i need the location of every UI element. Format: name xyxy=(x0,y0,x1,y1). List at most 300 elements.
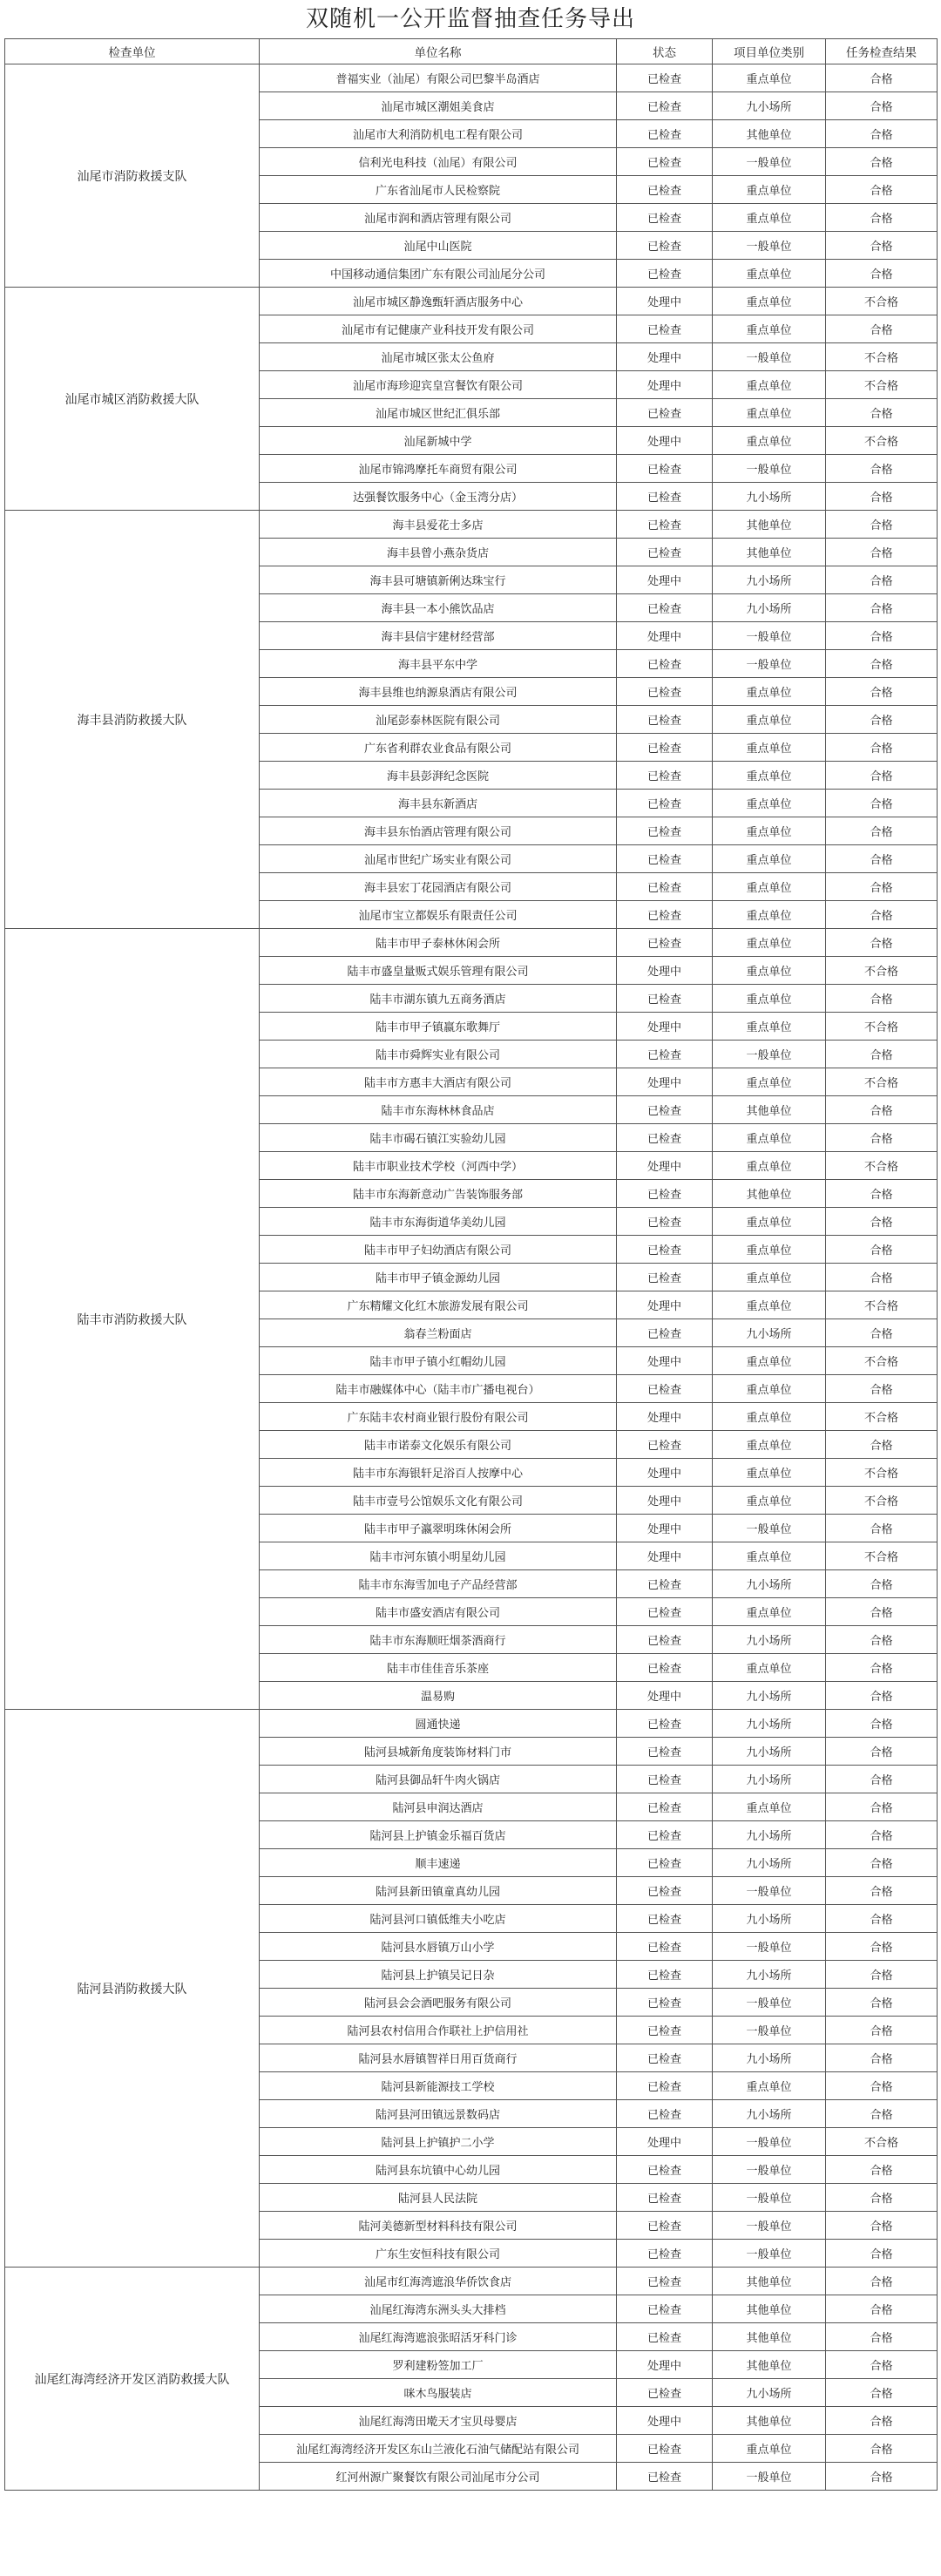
unit-name-cell: 陆河县农村信用合作联社上护信用社 xyxy=(260,2017,617,2044)
status-cell: 已检查 xyxy=(617,92,713,120)
status-cell: 处理中 xyxy=(617,2128,713,2156)
unit-category-cell: 九小场所 xyxy=(713,1821,826,1849)
status-cell: 处理中 xyxy=(617,566,713,594)
status-cell: 已检查 xyxy=(617,2044,713,2072)
status-cell: 处理中 xyxy=(617,343,713,371)
result-cell: 合格 xyxy=(826,985,938,1013)
unit-name-cell: 汕尾红海湾经济开发区东山兰液化石油气储配站有限公司 xyxy=(260,2435,617,2463)
status-cell: 已检查 xyxy=(617,845,713,873)
unit-name-cell: 陆河县新能源技工学校 xyxy=(260,2072,617,2100)
status-cell: 处理中 xyxy=(617,1542,713,1570)
unit-name-cell: 广东生安恒科技有限公司 xyxy=(260,2240,617,2268)
status-cell: 已检查 xyxy=(617,1124,713,1152)
unit-name-cell: 陆河县河口镇低维夫小吃店 xyxy=(260,1905,617,1933)
unit-name-cell: 陆河县人民法院 xyxy=(260,2184,617,2212)
result-cell: 合格 xyxy=(826,1515,938,1542)
unit-category-cell: 重点单位 xyxy=(713,399,826,427)
unit-name-cell: 海丰县一本小熊饮品店 xyxy=(260,594,617,622)
unit-name-cell: 咪木鸟服装店 xyxy=(260,2379,617,2407)
status-cell: 处理中 xyxy=(617,1347,713,1375)
result-cell: 合格 xyxy=(826,2212,938,2240)
status-cell: 已检查 xyxy=(617,260,713,288)
status-cell: 处理中 xyxy=(617,2407,713,2435)
unit-category-cell: 九小场所 xyxy=(713,1319,826,1347)
unit-name-cell: 陆河县水唇镇万山小学 xyxy=(260,1933,617,1961)
unit-category-cell: 九小场所 xyxy=(713,1905,826,1933)
status-cell: 已检查 xyxy=(617,2212,713,2240)
status-cell: 处理中 xyxy=(617,622,713,650)
status-cell: 已检查 xyxy=(617,594,713,622)
unit-category-cell: 重点单位 xyxy=(713,957,826,985)
unit-name-cell: 陆丰市壹号公馆娱乐文化有限公司 xyxy=(260,1487,617,1515)
status-cell: 已检查 xyxy=(617,1375,713,1403)
unit-category-cell: 重点单位 xyxy=(713,1291,826,1319)
unit-category-cell: 九小场所 xyxy=(713,92,826,120)
unit-category-cell: 重点单位 xyxy=(713,845,826,873)
result-cell: 合格 xyxy=(826,2295,938,2323)
unit-name-cell: 陆丰市甲子泰林休闲会所 xyxy=(260,929,617,957)
result-cell: 合格 xyxy=(826,1905,938,1933)
unit-category-cell: 其他单位 xyxy=(713,120,826,148)
unit-category-cell: 重点单位 xyxy=(713,315,826,343)
status-cell: 已检查 xyxy=(617,2379,713,2407)
status-cell: 已检查 xyxy=(617,762,713,790)
unit-category-cell: 重点单位 xyxy=(713,2435,826,2463)
result-cell: 合格 xyxy=(826,622,938,650)
unit-name-cell: 汕尾市海珍迎宾皇宫餐饮有限公司 xyxy=(260,371,617,399)
status-cell: 已检查 xyxy=(617,2240,713,2268)
header-result: 任务检查结果 xyxy=(826,39,938,64)
result-cell: 合格 xyxy=(826,873,938,901)
unit-category-cell: 九小场所 xyxy=(713,2379,826,2407)
result-cell: 不合格 xyxy=(826,2128,938,2156)
unit-name-cell: 陆河县上护镇护二小学 xyxy=(260,2128,617,2156)
status-cell: 处理中 xyxy=(617,2351,713,2379)
result-cell: 合格 xyxy=(826,176,938,204)
unit-category-cell: 重点单位 xyxy=(713,176,826,204)
result-cell: 合格 xyxy=(826,1375,938,1403)
unit-category-cell: 其他单位 xyxy=(713,2351,826,2379)
status-cell: 已检查 xyxy=(617,455,713,483)
unit-category-cell: 重点单位 xyxy=(713,1375,826,1403)
unit-name-cell: 汕尾红海湾田墘天才宝贝母婴店 xyxy=(260,2407,617,2435)
unit-name-cell: 陆河美德新型材料科技有限公司 xyxy=(260,2212,617,2240)
status-cell: 已检查 xyxy=(617,901,713,929)
status-cell: 已检查 xyxy=(617,232,713,260)
unit-category-cell: 九小场所 xyxy=(713,1626,826,1654)
result-cell: 合格 xyxy=(826,120,938,148)
result-cell: 合格 xyxy=(826,1766,938,1793)
table-row xyxy=(5,64,938,92)
unit-category-cell: 重点单位 xyxy=(713,204,826,232)
unit-category-cell: 一般单位 xyxy=(713,2184,826,2212)
unit-name-cell: 陆河县御品轩牛肉火锅店 xyxy=(260,1766,617,1793)
unit-name-cell: 海丰县东怡酒店管理有限公司 xyxy=(260,817,617,845)
status-cell: 已检查 xyxy=(617,2184,713,2212)
unit-name-cell: 陆丰市方惠丰大酒店有限公司 xyxy=(260,1068,617,1096)
result-cell: 合格 xyxy=(826,1654,938,1682)
unit-category-cell: 一般单位 xyxy=(713,650,826,678)
status-cell: 已检查 xyxy=(617,120,713,148)
status-cell: 已检查 xyxy=(617,315,713,343)
unit-category-cell: 一般单位 xyxy=(713,1877,826,1905)
status-cell: 已检查 xyxy=(617,873,713,901)
status-cell: 已检查 xyxy=(617,176,713,204)
status-cell: 已检查 xyxy=(617,790,713,817)
result-cell: 合格 xyxy=(826,1096,938,1124)
unit-category-cell: 重点单位 xyxy=(713,929,826,957)
unit-category-cell: 一般单位 xyxy=(713,455,826,483)
status-cell: 已检查 xyxy=(617,1877,713,1905)
unit-name-cell: 汕尾新城中学 xyxy=(260,427,617,455)
result-cell: 合格 xyxy=(826,2072,938,2100)
result-cell: 合格 xyxy=(826,2351,938,2379)
unit-name-cell: 海丰县宏丁花园酒店有限公司 xyxy=(260,873,617,901)
unit-name-cell: 陆丰市舜辉实业有限公司 xyxy=(260,1041,617,1068)
unit-category-cell: 九小场所 xyxy=(713,594,826,622)
result-cell: 合格 xyxy=(826,539,938,566)
status-cell: 已检查 xyxy=(617,2268,713,2295)
status-cell: 处理中 xyxy=(617,1682,713,1710)
unit-name-cell: 陆丰市职业技术学校（河西中学） xyxy=(260,1152,617,1180)
unit-category-cell: 一般单位 xyxy=(713,1041,826,1068)
unit-name-cell: 汕尾市城区张太公鱼府 xyxy=(260,343,617,371)
result-cell: 合格 xyxy=(826,734,938,762)
status-cell: 已检查 xyxy=(617,1208,713,1236)
page-title: 双随机一公开监督抽查任务导出 xyxy=(305,6,635,32)
unit-category-cell: 九小场所 xyxy=(713,1682,826,1710)
unit-category-cell: 重点单位 xyxy=(713,1793,826,1821)
unit-category-cell: 重点单位 xyxy=(713,1431,826,1459)
status-cell: 已检查 xyxy=(617,929,713,957)
unit-category-cell: 九小场所 xyxy=(713,483,826,511)
unit-name-cell: 普福实业（汕尾）有限公司巴黎半岛酒店 xyxy=(260,64,617,92)
result-cell: 合格 xyxy=(826,1710,938,1738)
unit-name-cell: 陆丰市甲子妇幼酒店有限公司 xyxy=(260,1236,617,1264)
unit-category-cell: 九小场所 xyxy=(713,566,826,594)
unit-category-cell: 一般单位 xyxy=(713,2128,826,2156)
table-row xyxy=(5,288,938,315)
unit-category-cell: 九小场所 xyxy=(713,1738,826,1766)
result-cell: 合格 xyxy=(826,706,938,734)
result-cell: 合格 xyxy=(826,817,938,845)
inspection-unit-cell: 海丰县消防救援大队 xyxy=(5,511,260,929)
unit-name-cell: 广东陆丰农村商业银行股份有限公司 xyxy=(260,1403,617,1431)
result-cell: 合格 xyxy=(826,511,938,539)
status-cell: 已检查 xyxy=(617,1821,713,1849)
unit-category-cell: 重点单位 xyxy=(713,260,826,288)
status-cell: 已检查 xyxy=(617,1793,713,1821)
table-body xyxy=(5,64,938,2491)
unit-name-cell: 陆丰市佳佳音乐茶座 xyxy=(260,1654,617,1682)
result-cell: 合格 xyxy=(826,1319,938,1347)
result-cell: 合格 xyxy=(826,2100,938,2128)
status-cell: 处理中 xyxy=(617,1403,713,1431)
result-cell: 合格 xyxy=(826,455,938,483)
result-cell: 不合格 xyxy=(826,1459,938,1487)
status-cell: 处理中 xyxy=(617,957,713,985)
unit-name-cell: 汕尾市宝立都娱乐有限责任公司 xyxy=(260,901,617,929)
status-cell: 已检查 xyxy=(617,204,713,232)
unit-category-cell: 重点单位 xyxy=(713,1124,826,1152)
unit-name-cell: 广东省利群农业食品有限公司 xyxy=(260,734,617,762)
result-cell: 不合格 xyxy=(826,1291,938,1319)
status-cell: 已检查 xyxy=(617,1905,713,1933)
unit-name-cell: 陆丰市东海林林食品店 xyxy=(260,1096,617,1124)
unit-category-cell: 重点单位 xyxy=(713,371,826,399)
result-cell: 合格 xyxy=(826,92,938,120)
unit-name-cell: 陆丰市盛安酒店有限公司 xyxy=(260,1598,617,1626)
unit-name-cell: 陆河县水唇镇智祥日用百货商行 xyxy=(260,2044,617,2072)
result-cell: 不合格 xyxy=(826,1152,938,1180)
result-cell: 合格 xyxy=(826,2463,938,2491)
result-cell: 合格 xyxy=(826,1124,938,1152)
status-cell: 处理中 xyxy=(617,1515,713,1542)
unit-name-cell: 陆丰市甲子镇嬴东歌舞厅 xyxy=(260,1013,617,1041)
result-cell: 不合格 xyxy=(826,288,938,315)
result-cell: 合格 xyxy=(826,1821,938,1849)
status-cell: 已检查 xyxy=(617,1849,713,1877)
unit-category-cell: 重点单位 xyxy=(713,1654,826,1682)
result-cell: 合格 xyxy=(826,260,938,288)
result-cell: 合格 xyxy=(826,762,938,790)
unit-category-cell: 一般单位 xyxy=(713,1989,826,2017)
unit-name-cell: 陆河县申润达酒店 xyxy=(260,1793,617,1821)
unit-category-cell: 一般单位 xyxy=(713,2156,826,2184)
result-cell: 合格 xyxy=(826,315,938,343)
unit-name-cell: 海丰县维也纳源泉酒店有限公司 xyxy=(260,678,617,706)
unit-category-cell: 重点单位 xyxy=(713,734,826,762)
task-table xyxy=(4,38,938,2491)
unit-category-cell: 重点单位 xyxy=(713,288,826,315)
result-cell: 合格 xyxy=(826,1236,938,1264)
unit-name-cell: 汕尾市城区世纪汇俱乐部 xyxy=(260,399,617,427)
unit-name-cell: 海丰县可塘镇新俐达珠宝行 xyxy=(260,566,617,594)
unit-category-cell: 重点单位 xyxy=(713,427,826,455)
unit-name-cell: 圆通快递 xyxy=(260,1710,617,1738)
unit-category-cell: 九小场所 xyxy=(713,1710,826,1738)
unit-category-cell: 一般单位 xyxy=(713,2240,826,2268)
header-unit-category: 项目单位类别 xyxy=(713,39,826,64)
unit-category-cell: 重点单位 xyxy=(713,1598,826,1626)
result-cell: 合格 xyxy=(826,1598,938,1626)
status-cell: 已检查 xyxy=(617,1626,713,1654)
unit-name-cell: 汕尾市锦鸿摩托车商贸有限公司 xyxy=(260,455,617,483)
status-cell: 已检查 xyxy=(617,148,713,176)
inspection-unit-cell: 汕尾红海湾经济开发区消防救援大队 xyxy=(5,2268,260,2491)
unit-name-cell: 汕尾市有记健康产业科技开发有限公司 xyxy=(260,315,617,343)
status-cell: 已检查 xyxy=(617,399,713,427)
unit-category-cell: 重点单位 xyxy=(713,790,826,817)
unit-name-cell: 汕尾市世纪广场实业有限公司 xyxy=(260,845,617,873)
unit-category-cell: 一般单位 xyxy=(713,232,826,260)
inspection-unit-cell: 陆河县消防救援大队 xyxy=(5,1710,260,2268)
result-cell: 合格 xyxy=(826,483,938,511)
unit-name-cell: 陆河县新田镇童真幼儿园 xyxy=(260,1877,617,1905)
unit-category-cell: 其他单位 xyxy=(713,539,826,566)
unit-name-cell: 汕尾市红海湾遮浪华侨饮食店 xyxy=(260,2268,617,2295)
status-cell: 已检查 xyxy=(617,511,713,539)
unit-name-cell: 翁春兰粉面店 xyxy=(260,1319,617,1347)
status-cell: 已检查 xyxy=(617,2072,713,2100)
unit-category-cell: 九小场所 xyxy=(713,1961,826,1989)
status-cell: 已检查 xyxy=(617,2435,713,2463)
status-cell: 处理中 xyxy=(617,371,713,399)
unit-name-cell: 陆丰市河东镇小明星幼儿园 xyxy=(260,1542,617,1570)
status-cell: 已检查 xyxy=(617,64,713,92)
unit-name-cell: 陆河县东坑镇中心幼儿园 xyxy=(260,2156,617,2184)
unit-name-cell: 海丰县平东中学 xyxy=(260,650,617,678)
unit-name-cell: 广东省汕尾市人民检察院 xyxy=(260,176,617,204)
unit-category-cell: 一般单位 xyxy=(713,622,826,650)
unit-category-cell: 其他单位 xyxy=(713,2323,826,2351)
unit-category-cell: 其他单位 xyxy=(713,2295,826,2323)
result-cell: 合格 xyxy=(826,148,938,176)
result-cell: 合格 xyxy=(826,2268,938,2295)
result-cell: 合格 xyxy=(826,566,938,594)
status-cell: 已检查 xyxy=(617,1264,713,1291)
unit-category-cell: 其他单位 xyxy=(713,1096,826,1124)
status-cell: 已检查 xyxy=(617,1319,713,1347)
status-cell: 处理中 xyxy=(617,1013,713,1041)
table-row xyxy=(5,1710,938,1738)
unit-name-cell: 陆丰市甲子瀛翠明珠休闲会所 xyxy=(260,1515,617,1542)
unit-category-cell: 九小场所 xyxy=(713,1570,826,1598)
unit-name-cell: 汕尾市大利消防机电工程有限公司 xyxy=(260,120,617,148)
unit-category-cell: 重点单位 xyxy=(713,64,826,92)
unit-name-cell: 陆丰市甲子镇金源幼儿园 xyxy=(260,1264,617,1291)
unit-category-cell: 一般单位 xyxy=(713,1933,826,1961)
status-cell: 处理中 xyxy=(617,1291,713,1319)
header-unit-name: 单位名称 xyxy=(260,39,617,64)
status-cell: 已检查 xyxy=(617,1961,713,1989)
unit-category-cell: 重点单位 xyxy=(713,1068,826,1096)
unit-category-cell: 重点单位 xyxy=(713,1403,826,1431)
result-cell: 合格 xyxy=(826,2435,938,2463)
unit-category-cell: 重点单位 xyxy=(713,1208,826,1236)
unit-name-cell: 陆丰市湖东镇九五商务酒店 xyxy=(260,985,617,1013)
unit-name-cell: 汕尾市城区静逸甄轩酒店服务中心 xyxy=(260,288,617,315)
unit-category-cell: 重点单位 xyxy=(713,1347,826,1375)
unit-name-cell: 陆河县上护镇金乐福百货店 xyxy=(260,1821,617,1849)
status-cell: 已检查 xyxy=(617,1431,713,1459)
status-cell: 已检查 xyxy=(617,2295,713,2323)
result-cell: 合格 xyxy=(826,399,938,427)
result-cell: 不合格 xyxy=(826,427,938,455)
status-cell: 已检查 xyxy=(617,706,713,734)
unit-category-cell: 重点单位 xyxy=(713,1152,826,1180)
status-cell: 已检查 xyxy=(617,1989,713,2017)
unit-category-cell: 一般单位 xyxy=(713,343,826,371)
unit-category-cell: 九小场所 xyxy=(713,2044,826,2072)
status-cell: 已检查 xyxy=(617,1654,713,1682)
unit-name-cell: 陆丰市东海顺旺烟茶酒商行 xyxy=(260,1626,617,1654)
result-cell: 合格 xyxy=(826,1877,938,1905)
status-cell: 已检查 xyxy=(617,1933,713,1961)
unit-name-cell: 陆河县会会酒吧服务有限公司 xyxy=(260,1989,617,2017)
unit-name-cell: 信利光电科技（汕尾）有限公司 xyxy=(260,148,617,176)
status-cell: 已检查 xyxy=(617,1710,713,1738)
result-cell: 合格 xyxy=(826,929,938,957)
unit-category-cell: 重点单位 xyxy=(713,873,826,901)
table-header-row xyxy=(5,39,938,64)
result-cell: 合格 xyxy=(826,1989,938,2017)
status-cell: 已检查 xyxy=(617,1096,713,1124)
unit-name-cell: 红河州源广聚餐饮有限公司汕尾市分公司 xyxy=(260,2463,617,2491)
status-cell: 已检查 xyxy=(617,734,713,762)
unit-name-cell: 陆丰市碣石镇江实验幼儿园 xyxy=(260,1124,617,1152)
header-status: 状态 xyxy=(617,39,713,64)
unit-category-cell: 重点单位 xyxy=(713,1264,826,1291)
unit-name-cell: 陆丰市盛皇量贩式娱乐管理有限公司 xyxy=(260,957,617,985)
result-cell: 合格 xyxy=(826,845,938,873)
status-cell: 处理中 xyxy=(617,1068,713,1096)
status-cell: 已检查 xyxy=(617,1041,713,1068)
status-cell: 已检查 xyxy=(617,483,713,511)
header-inspection-unit: 检查单位 xyxy=(5,39,260,64)
unit-category-cell: 一般单位 xyxy=(713,2463,826,2491)
status-cell: 已检查 xyxy=(617,1180,713,1208)
unit-name-cell: 陆河县上护镇吴记日杂 xyxy=(260,1961,617,1989)
unit-category-cell: 重点单位 xyxy=(713,706,826,734)
unit-name-cell: 海丰县曾小燕杂货店 xyxy=(260,539,617,566)
result-cell: 合格 xyxy=(826,2323,938,2351)
unit-name-cell: 陆丰市东海街道华美幼儿园 xyxy=(260,1208,617,1236)
unit-name-cell: 汕尾红海湾遮浪张昭活牙科门诊 xyxy=(260,2323,617,2351)
unit-category-cell: 重点单位 xyxy=(713,901,826,929)
result-cell: 不合格 xyxy=(826,1403,938,1431)
status-cell: 已检查 xyxy=(617,985,713,1013)
unit-name-cell: 达强餐饮服务中心（金玉湾分店） xyxy=(260,483,617,511)
unit-category-cell: 重点单位 xyxy=(713,1236,826,1264)
inspection-unit-cell: 汕尾市城区消防救援大队 xyxy=(5,288,260,511)
table-row xyxy=(5,2268,938,2295)
result-cell: 合格 xyxy=(826,901,938,929)
unit-name-cell: 陆丰市东海银轩足浴百人按摩中心 xyxy=(260,1459,617,1487)
unit-category-cell: 其他单位 xyxy=(713,2407,826,2435)
result-cell: 合格 xyxy=(826,204,938,232)
status-cell: 已检查 xyxy=(617,2017,713,2044)
status-cell: 处理中 xyxy=(617,427,713,455)
result-cell: 合格 xyxy=(826,1570,938,1598)
status-cell: 已检查 xyxy=(617,1598,713,1626)
inspection-unit-cell: 陆丰市消防救援大队 xyxy=(5,929,260,1710)
result-cell: 合格 xyxy=(826,2044,938,2072)
unit-category-cell: 一般单位 xyxy=(713,2212,826,2240)
result-cell: 合格 xyxy=(826,1682,938,1710)
unit-name-cell: 陆丰市东海雪加电子产品经营部 xyxy=(260,1570,617,1598)
unit-name-cell: 罗利建粉签加工厂 xyxy=(260,2351,617,2379)
result-cell: 不合格 xyxy=(826,1487,938,1515)
unit-category-cell: 一般单位 xyxy=(713,148,826,176)
status-cell: 已检查 xyxy=(617,1570,713,1598)
unit-category-cell: 九小场所 xyxy=(713,2100,826,2128)
result-cell: 合格 xyxy=(826,1793,938,1821)
unit-category-cell: 九小场所 xyxy=(713,1766,826,1793)
unit-name-cell: 温易购 xyxy=(260,1682,617,1710)
result-cell: 合格 xyxy=(826,1264,938,1291)
unit-name-cell: 顺丰速递 xyxy=(260,1849,617,1877)
unit-category-cell: 重点单位 xyxy=(713,762,826,790)
inspection-unit-cell: 汕尾市消防救援支队 xyxy=(5,64,260,288)
unit-name-cell: 中国移动通信集团广东有限公司汕尾分公司 xyxy=(260,260,617,288)
result-cell: 合格 xyxy=(826,64,938,92)
status-cell: 处理中 xyxy=(617,288,713,315)
unit-name-cell: 陆丰市诺泰文化娱乐有限公司 xyxy=(260,1431,617,1459)
status-cell: 已检查 xyxy=(617,539,713,566)
unit-name-cell: 海丰县彭湃纪念医院 xyxy=(260,762,617,790)
unit-category-cell: 重点单位 xyxy=(713,1487,826,1515)
